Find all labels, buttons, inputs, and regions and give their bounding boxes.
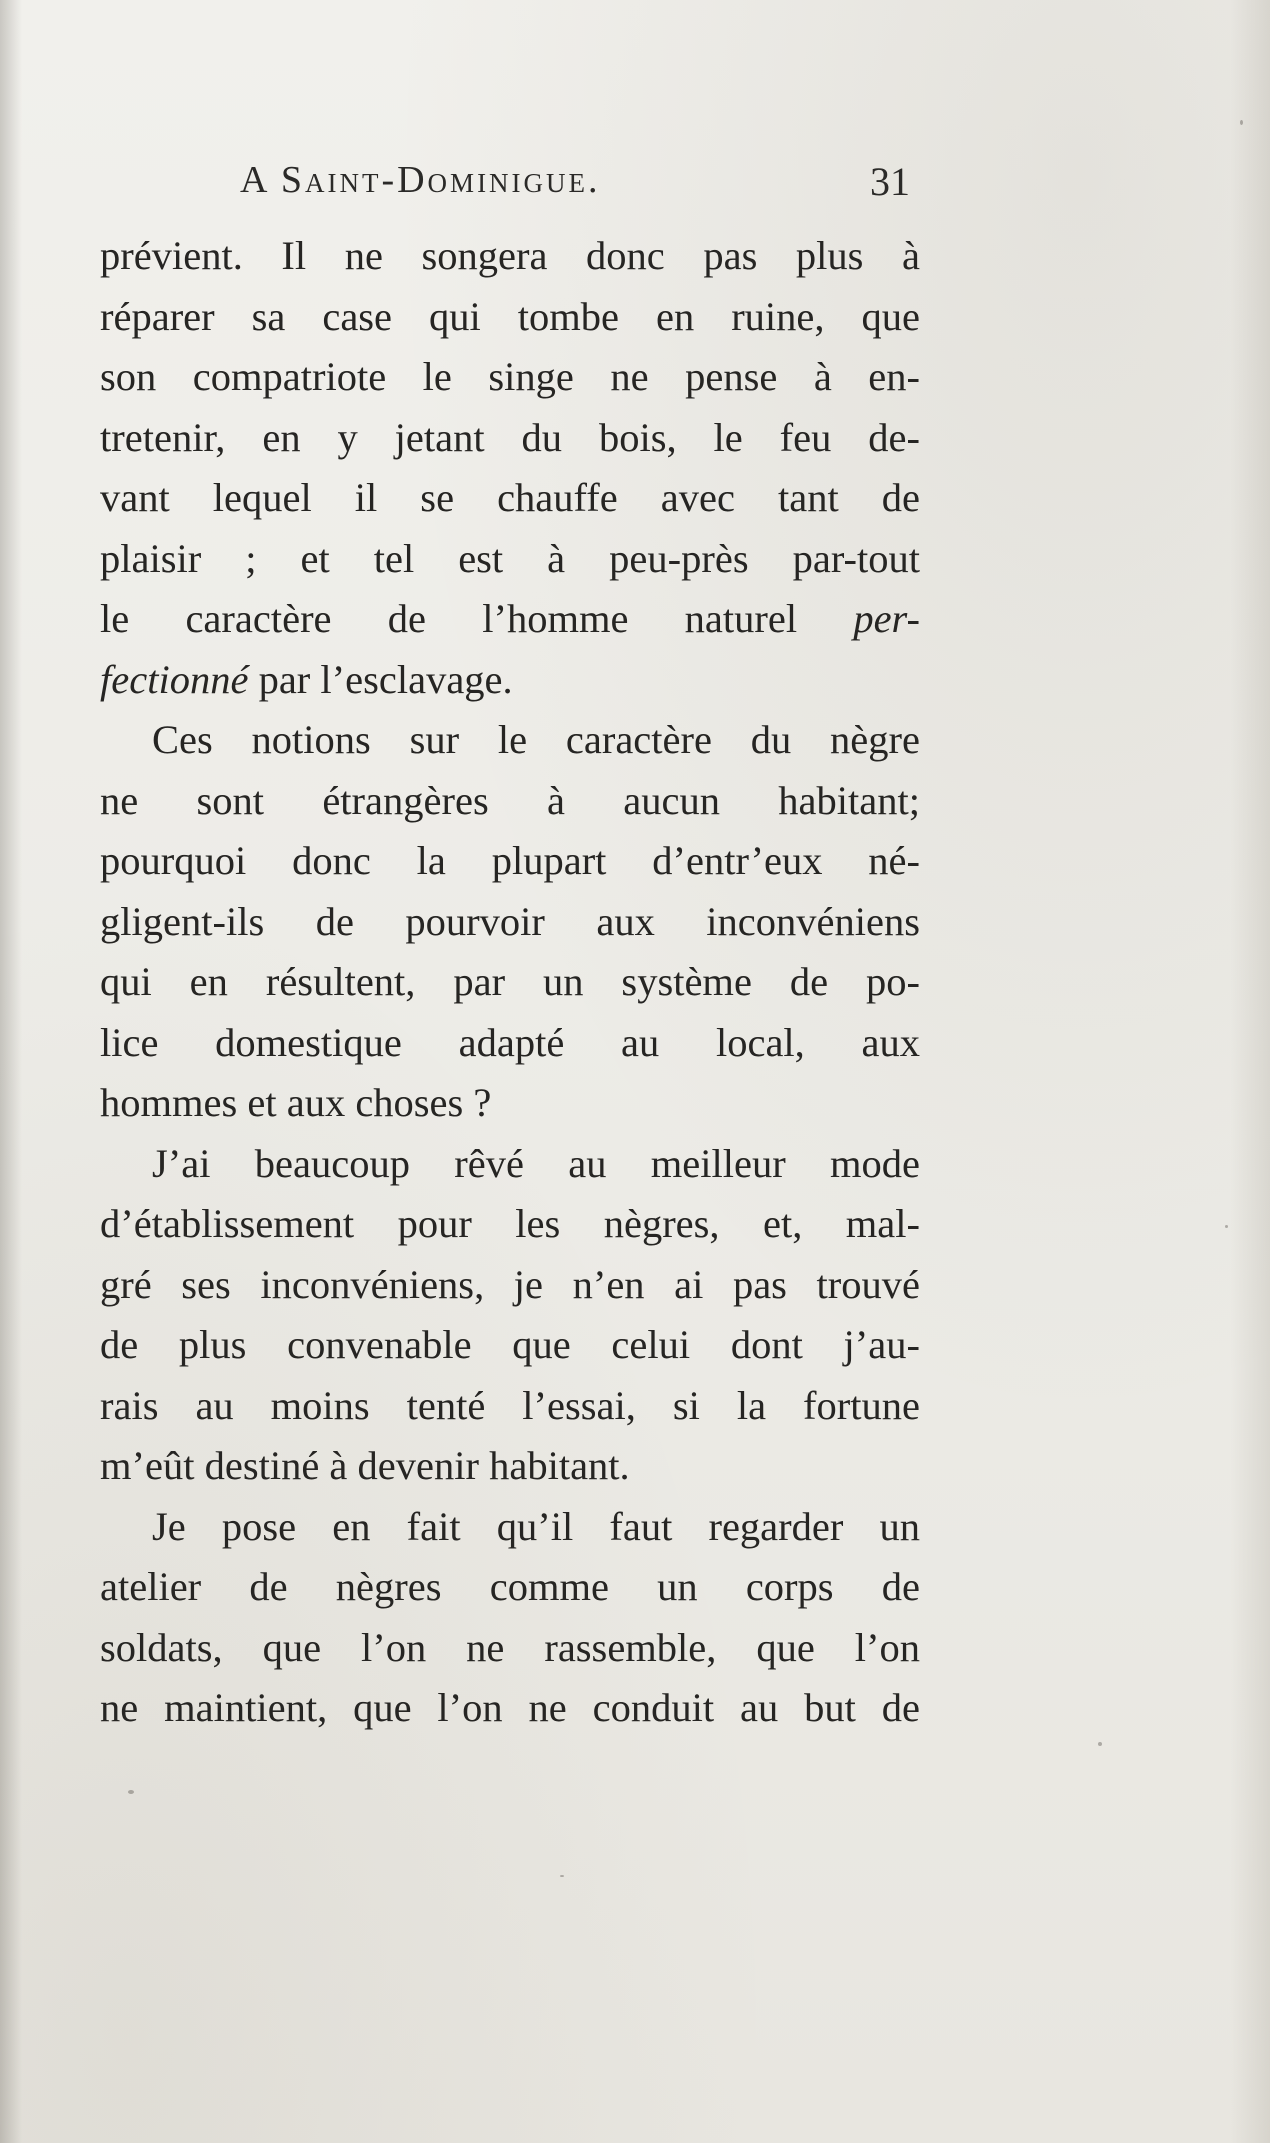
- text-line: ne maintient, que l’on ne conduit au but de: [100, 1685, 920, 1730]
- body-text: [100, 226, 920, 1739]
- text-line: Je pose en fait qu’il faut regarder un: [152, 1503, 920, 1549]
- paragraph-2: [100, 710, 920, 1134]
- text-line: réparer sa case qui tombe en ruine, que: [100, 293, 920, 339]
- text-line: qui en résultent, par un système de po-: [100, 959, 920, 1004]
- text-line: gré ses inconvéniens, je n’en ai pas trouvé: [100, 1261, 920, 1307]
- text-line: d’établissement pour les nègres, et, mal-: [100, 1201, 920, 1246]
- text-line: J’ai beaucoup rêvé au meilleur mode: [152, 1140, 920, 1186]
- text-line: m’eût destiné à devenir habitant.: [100, 1443, 630, 1488]
- paper-speck: [1225, 1225, 1228, 1228]
- text-line: [100, 650, 920, 711]
- binding-shadow: [0, 0, 22, 2143]
- paragraph-3: [100, 1134, 920, 1497]
- paper-speck: [1098, 1742, 1102, 1746]
- text-line: de plus convenable que celui dont j’au-: [100, 1322, 920, 1367]
- page-number: 31: [870, 159, 910, 204]
- text-line: soldats, que l’on ne rassemble, que l’on: [100, 1624, 920, 1670]
- text-line: plaisir ; et tel est à peu-près par-tout: [100, 535, 920, 581]
- paper-speck: [560, 1875, 564, 1877]
- italic-text: fectionné: [100, 656, 249, 702]
- italic-text: per-: [853, 596, 920, 641]
- text-span: par l’esclavage.: [248, 656, 513, 702]
- text-line: gligent-ils de pourvoir aux inconvéniens: [100, 898, 920, 944]
- text-line: hommes et aux choses ?: [100, 1080, 492, 1125]
- running-head-title: A Saint-Dominigue.: [240, 159, 601, 201]
- text-line: tretenir, en y jetant du bois, le feu de-: [100, 414, 920, 460]
- text-line: ne sont étrangères à aucun habitant;: [100, 777, 920, 823]
- paragraph-4: [100, 1497, 920, 1739]
- text-line: vant lequel il se chauffe avec tant de: [100, 475, 920, 520]
- text-span: le caractère de l’homme naturel: [100, 596, 854, 641]
- text-line: rais au moins tenté l’essai, si la fortune: [100, 1382, 920, 1428]
- text-line: Ces notions sur le caractère du nègre: [152, 717, 920, 762]
- paper-speck: [128, 1790, 134, 1794]
- paragraph-1: [100, 226, 920, 710]
- running-head: [240, 158, 910, 208]
- text-line: atelier de nègres comme un corps de: [100, 1564, 920, 1609]
- page-edge-shading: [1230, 0, 1270, 2143]
- text-line: pourquoi donc la plupart d’entr’eux né-: [100, 838, 920, 883]
- text-line: lice domestique adapté au local, aux: [100, 1019, 920, 1065]
- text-line: [100, 589, 920, 650]
- text-line: son compatriote le singe ne pense à en-: [100, 354, 920, 399]
- paper-speck: [1240, 120, 1243, 125]
- text-line: prévient. Il ne songera donc pas plus à: [100, 233, 920, 278]
